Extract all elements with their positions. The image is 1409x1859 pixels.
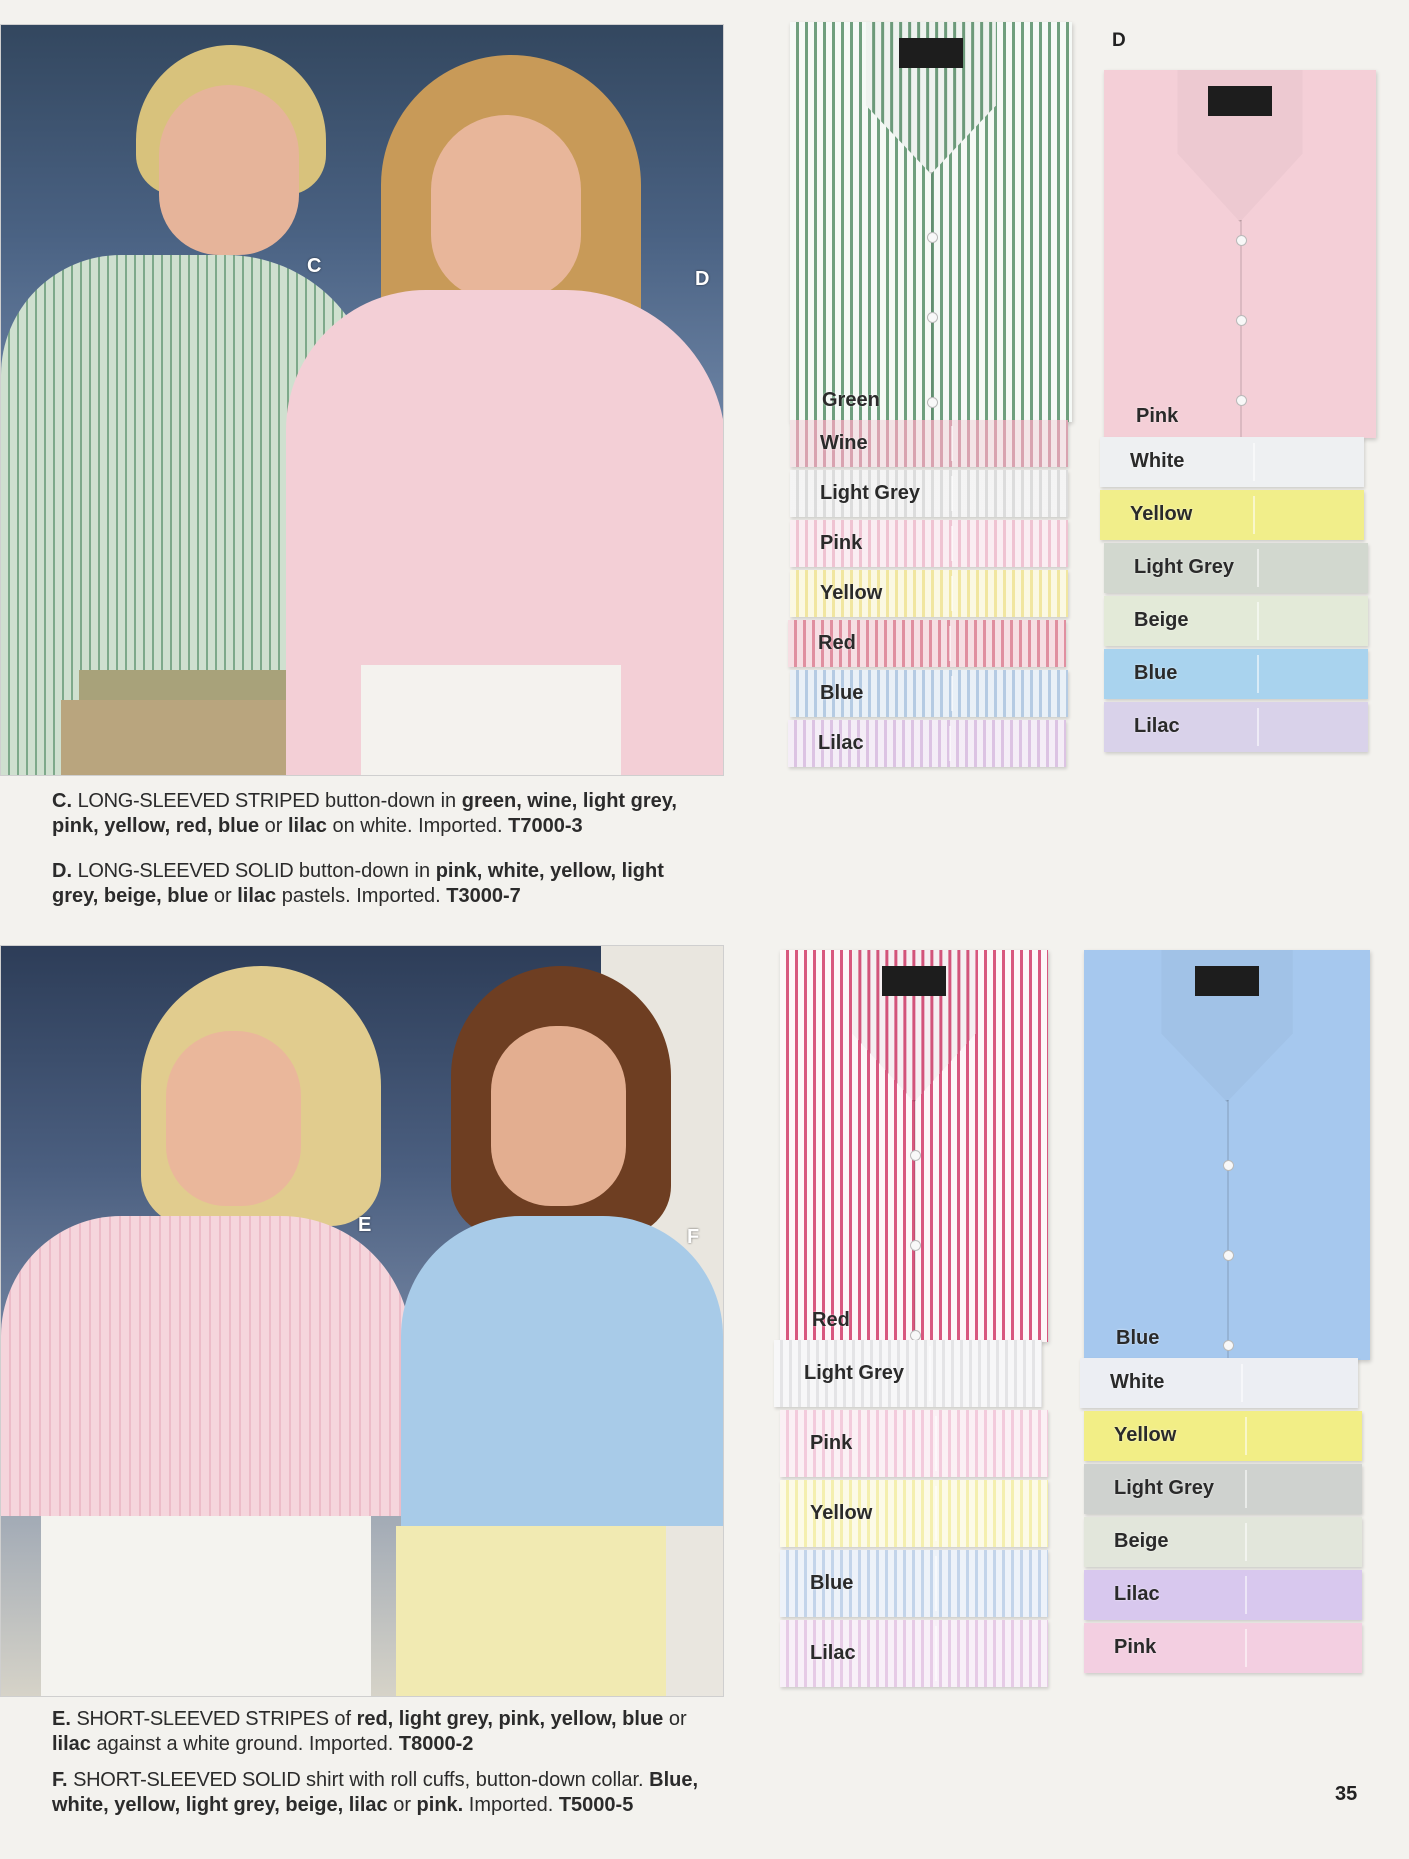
color-label: Light Grey bbox=[820, 482, 921, 504]
color-label: Red bbox=[818, 632, 856, 654]
shirt-e-layer bbox=[780, 1480, 1048, 1547]
photo-label-d: D bbox=[695, 268, 710, 290]
color-label: Lilac bbox=[1114, 1583, 1160, 1605]
shirt-f-layer bbox=[1084, 1411, 1362, 1461]
color-label: Light Grey bbox=[1134, 556, 1235, 578]
shirt-f-layer bbox=[1084, 1623, 1362, 1673]
color-label-e-main: Red bbox=[812, 1309, 850, 1331]
shirt-c-layer bbox=[788, 620, 1066, 667]
photo-models-e-f bbox=[0, 945, 724, 1697]
photo-label-f: F bbox=[687, 1226, 700, 1248]
shirt-button bbox=[1223, 1250, 1234, 1261]
model-c-face bbox=[159, 85, 299, 255]
color-label: Blue bbox=[820, 682, 864, 704]
shirt-e-layer bbox=[774, 1340, 1042, 1407]
color-label: Blue bbox=[810, 1572, 854, 1594]
shirt-button bbox=[927, 397, 938, 408]
model-c-pants bbox=[61, 700, 311, 776]
color-label: Blue bbox=[1134, 662, 1178, 684]
shirt-c-layer bbox=[788, 720, 1066, 767]
shirt-button bbox=[1223, 1340, 1234, 1351]
color-label-d-main: Pink bbox=[1136, 405, 1179, 427]
caption-f: F. SHORT-SLEEVED SOLID shirt with roll cuffs, button-down collar. Blue, white, yellow, light grey, beige, lilac or pink. Imported. T5000-5 bbox=[52, 1769, 699, 1816]
shirt-c-layer bbox=[790, 470, 1068, 517]
photo-label-c: C bbox=[307, 255, 322, 277]
shirt-d-layer bbox=[1104, 543, 1368, 593]
color-label: Pink bbox=[820, 532, 863, 554]
shirt-d-layer bbox=[1104, 596, 1368, 646]
caption-c: C. LONG-SLEEVED STRIPED button-down in green, wine, light grey, pink, yellow, red, blue or lilac on white. Imported. T7000-3 bbox=[52, 790, 677, 837]
model-d-face bbox=[431, 115, 581, 300]
model-e-shirt bbox=[1, 1216, 411, 1516]
color-label: Beige bbox=[1114, 1530, 1169, 1552]
shirt-d-layer bbox=[1104, 702, 1368, 752]
shirt-button bbox=[927, 232, 938, 243]
caption-e: E. SHORT-SLEEVED STRIPES of red, light grey, pink, yellow, blue or lilac against a white ground. Imported. T8000-2 bbox=[52, 1708, 687, 1755]
shirt-placket bbox=[914, 1100, 916, 1342]
color-label: Pink bbox=[1114, 1636, 1157, 1658]
shirt-e-layer bbox=[780, 1620, 1048, 1687]
shirt-button bbox=[1236, 235, 1247, 246]
color-label: Yellow bbox=[820, 582, 883, 604]
shirt-placket bbox=[931, 172, 933, 422]
color-label: Lilac bbox=[810, 1642, 856, 1664]
shirt-c-layer bbox=[790, 670, 1068, 717]
model-f-shirt bbox=[401, 1216, 723, 1526]
shirt-d-layer bbox=[1100, 490, 1364, 540]
color-label: Light Grey bbox=[1114, 1477, 1215, 1499]
shirt-f-layer bbox=[1084, 1517, 1362, 1567]
brand-tag bbox=[882, 966, 946, 996]
color-label-c-main: Green bbox=[822, 389, 880, 411]
shirt-e-layer bbox=[780, 1410, 1048, 1477]
model-d-pants bbox=[361, 665, 621, 775]
shirt-d-main bbox=[1104, 70, 1376, 438]
shirt-f-layer bbox=[1084, 1464, 1362, 1514]
shirt-d-layer bbox=[1100, 437, 1364, 487]
shirt-d-layer bbox=[1104, 649, 1368, 699]
shirt-placket bbox=[1227, 1100, 1229, 1360]
brand-tag bbox=[1208, 86, 1272, 116]
color-label: Beige bbox=[1134, 609, 1189, 631]
shirt-e-layer bbox=[780, 1550, 1048, 1617]
shirt-button bbox=[927, 312, 938, 323]
shirt-button bbox=[1236, 395, 1247, 406]
shirt-f-layer bbox=[1080, 1358, 1358, 1408]
model-c-belt bbox=[79, 670, 309, 700]
shirt-button bbox=[910, 1240, 921, 1251]
color-label: Yellow bbox=[1130, 503, 1193, 525]
model-f-face bbox=[491, 1026, 626, 1206]
shirt-c-layer bbox=[790, 570, 1068, 617]
color-label: Wine bbox=[820, 432, 868, 454]
model-f-pants bbox=[396, 1526, 666, 1696]
color-label-f-main: Blue bbox=[1116, 1327, 1160, 1349]
stack-letter-d: D bbox=[1112, 30, 1126, 51]
model-e-pants bbox=[41, 1516, 371, 1696]
brand-tag bbox=[899, 38, 963, 68]
shirt-c-layer bbox=[790, 520, 1068, 567]
color-label: Yellow bbox=[1114, 1424, 1177, 1446]
photo-models-c-d bbox=[0, 24, 724, 776]
page-number: 35 bbox=[1335, 1783, 1358, 1805]
shirt-c-main bbox=[790, 22, 1072, 422]
shirt-button bbox=[1223, 1160, 1234, 1171]
color-label: Pink bbox=[810, 1432, 853, 1454]
shirt-button bbox=[1236, 315, 1247, 326]
color-label: Yellow bbox=[810, 1502, 873, 1524]
brand-tag bbox=[1195, 966, 1259, 996]
shirt-e-main bbox=[780, 950, 1048, 1342]
shirt-c-layer bbox=[790, 420, 1068, 467]
color-label: Lilac bbox=[818, 732, 864, 754]
color-label: White bbox=[1110, 1371, 1165, 1393]
shirt-button bbox=[910, 1150, 921, 1161]
color-label: Light Grey bbox=[804, 1362, 905, 1384]
color-label: White bbox=[1130, 450, 1185, 472]
model-e-face bbox=[166, 1031, 301, 1206]
color-label: Lilac bbox=[1134, 715, 1180, 737]
shirt-f-main bbox=[1084, 950, 1370, 1360]
photo-label-e: E bbox=[358, 1214, 372, 1236]
caption-d: D. LONG-SLEEVED SOLID button-down in pink, white, yellow, light grey, beige, blue or lilac pastels. Imported. T3000-7 bbox=[52, 860, 664, 907]
shirt-f-layer bbox=[1084, 1570, 1362, 1620]
